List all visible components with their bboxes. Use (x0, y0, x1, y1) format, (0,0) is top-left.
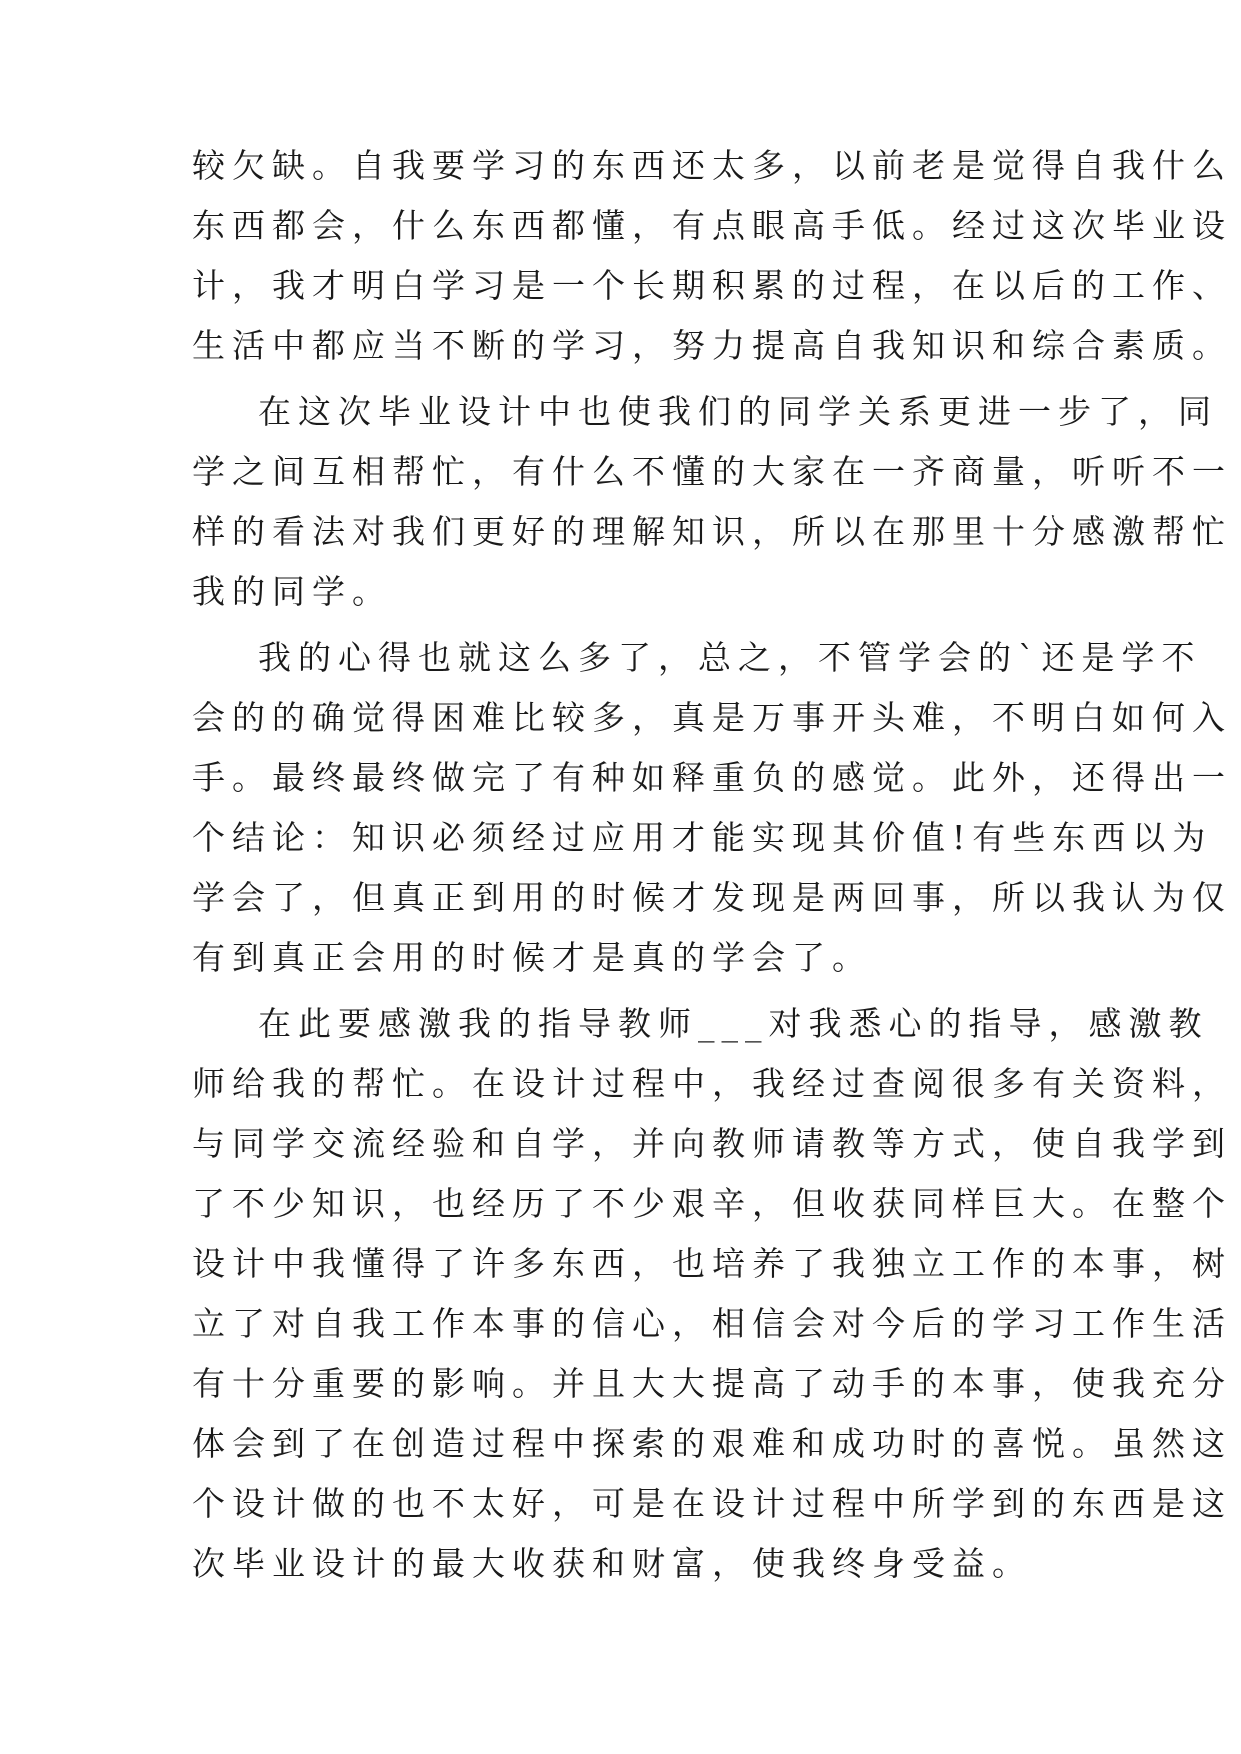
text-line: 会的的确觉得困难比较多，真是万事开头难，不明白如何入 (192, 698, 1232, 737)
text-line: 计，我才明白学习是一个长期积累的过程，在以后的工作、 (192, 266, 1232, 305)
text-line: 较欠缺。自我要学习的东西还太多，以前老是觉得自我什么 (192, 146, 1232, 185)
text-line: 样的看法对我们更好的理解知识，所以在那里十分感激帮忙 (192, 512, 1232, 551)
text-line: 个结论：知识必须经过应用才能实现其价值!有些东西以为 (192, 818, 1213, 857)
text-line: 有十分重要的影响。并且大大提高了动手的本事，使我充分 (192, 1364, 1232, 1403)
text-line: 东西都会，什么东西都懂，有点眼高手低。经过这次毕业设 (192, 206, 1232, 245)
text-line: 学之间互相帮忙，有什么不懂的大家在一齐商量，听听不一 (192, 452, 1232, 491)
text-line: 有到真正会用的时候才是真的学会了。 (192, 938, 872, 977)
text-line: 设计中我懂得了许多东西，也培养了我独立工作的本事，树 (192, 1244, 1232, 1283)
text-line: 生活中都应当不断的学习，努力提高自我知识和综合素质。 (192, 326, 1232, 365)
text-line: 师给我的帮忙。在设计过程中，我经过查阅很多有关资料， (192, 1064, 1232, 1103)
paragraph-first-line: 我的心得也就这么多了，总之，不管学会的`还是学不 (258, 638, 1202, 677)
text-line: 与同学交流经验和自学，并向教师请教等方式，使自我学到 (192, 1124, 1232, 1163)
text-line: 次毕业设计的最大收获和财富，使我终身受益。 (192, 1544, 1032, 1583)
text-line: 手。最终最终做完了有种如释重负的感觉。此外，还得出一 (192, 758, 1232, 797)
text-line: 体会到了在创造过程中探索的艰难和成功时的喜悦。虽然这 (192, 1424, 1232, 1463)
paragraph-first-line: 在此要感激我的指导教师___对我悉心的指导，感激教 (258, 1004, 1209, 1043)
text-line: 了不少知识，也经历了不少艰辛，但收获同样巨大。在整个 (192, 1184, 1232, 1223)
text-line: 个设计做的也不太好，可是在设计过程中所学到的东西是这 (192, 1484, 1232, 1523)
paragraph-first-line: 在这次毕业设计中也使我们的同学关系更进一步了，同 (258, 392, 1218, 431)
text-line: 学会了，但真正到用的时候才发现是两回事，所以我认为仅 (192, 878, 1232, 917)
text-line: 我的同学。 (192, 572, 392, 611)
text-line: 立了对自我工作本事的信心，相信会对今后的学习工作生活 (192, 1304, 1232, 1343)
